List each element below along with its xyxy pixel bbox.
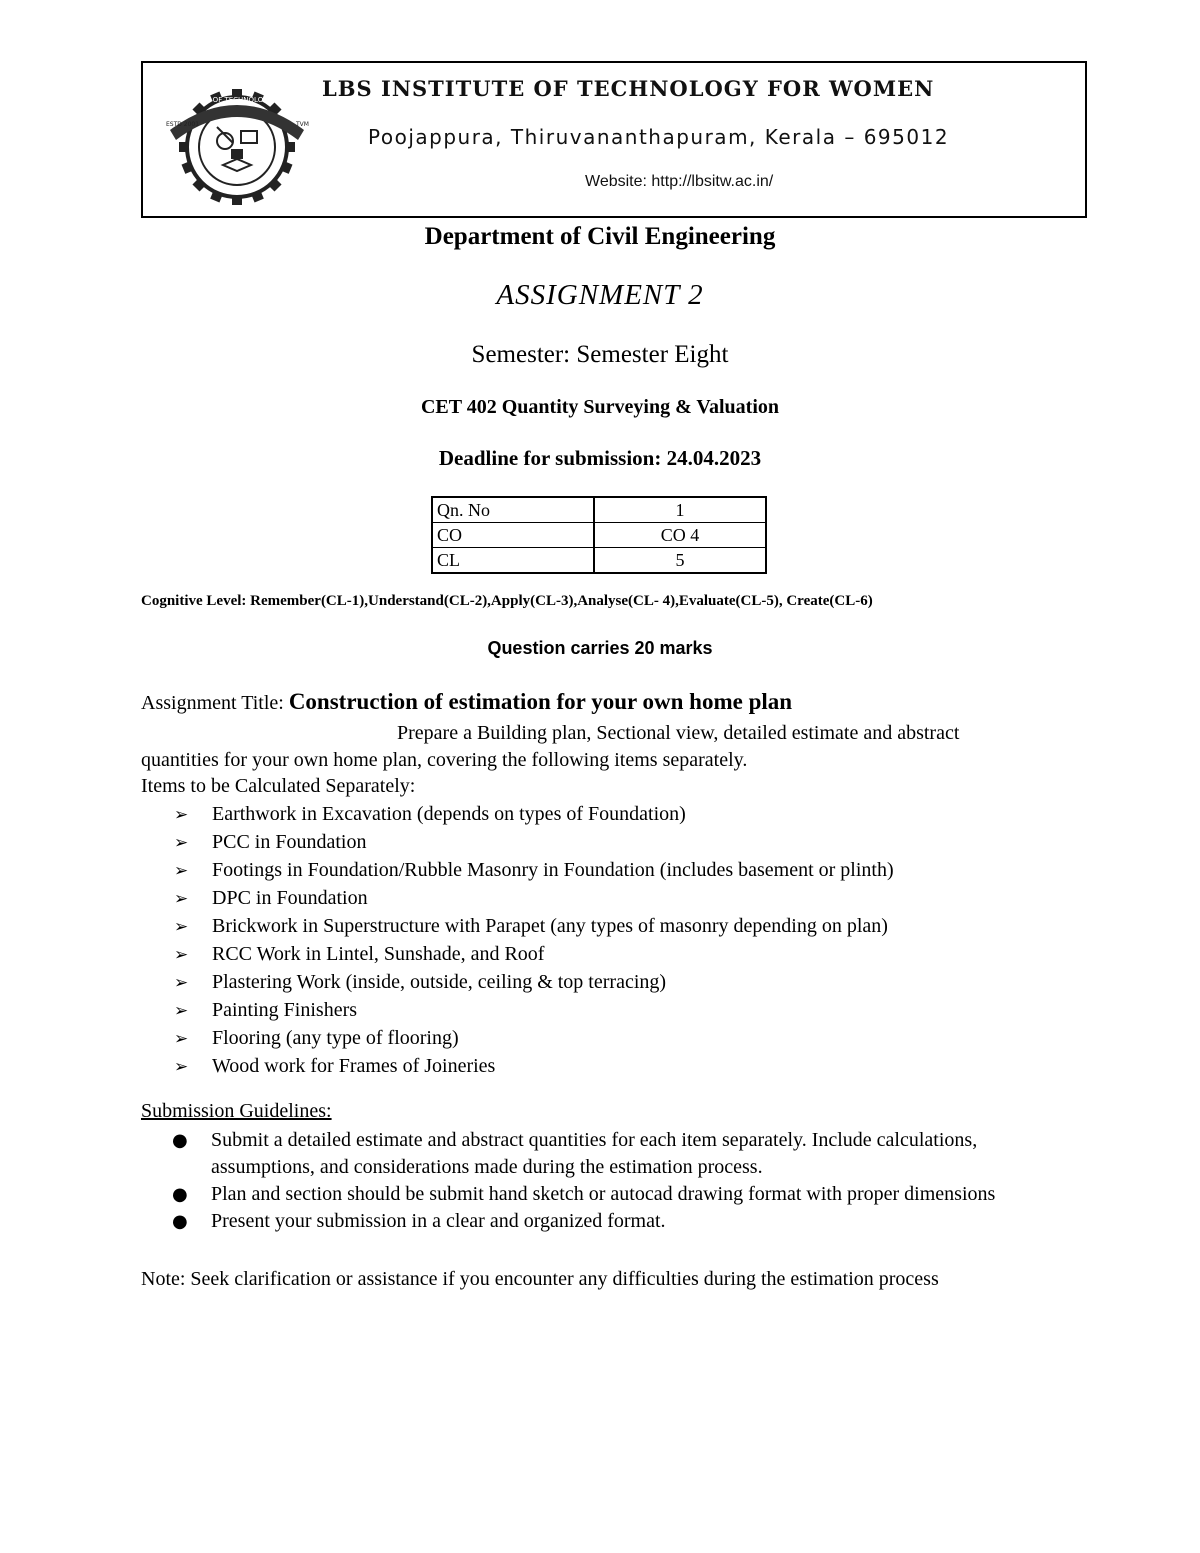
bullet-icon: ● xyxy=(172,1211,188,1232)
list-item-text: PCC in Foundation xyxy=(212,831,367,853)
arrow-bullet-icon: ➢ xyxy=(174,1029,189,1049)
course-title: CET 402 Quantity Surveying & Valuation xyxy=(420,396,780,418)
cognitive-levels: Cognitive Level: Remember(CL-1),Understand(CL-2),Apply(CL-3),Analyse(CL- 4),Evaluate(CL-5), Create(CL-6) xyxy=(141,593,873,609)
list-item xyxy=(174,1053,894,1081)
list-item-text: Plastering Work (inside, outside, ceiling & top terracing) xyxy=(212,971,667,993)
table-cell-value: CO 4 xyxy=(594,523,766,548)
arrow-bullet-icon: ➢ xyxy=(174,833,189,853)
arrow-bullet-icon: ➢ xyxy=(174,917,189,937)
intro-paragraph xyxy=(141,720,1041,774)
arrow-bullet-icon: ➢ xyxy=(174,973,189,993)
list-item-text: Wood work for Frames of Joineries xyxy=(212,1055,496,1077)
logo-right-text: TVM xyxy=(296,121,309,128)
list-item-text: Footings in Foundation/Rubble Masonry in Foundation (includes basement or plinth) xyxy=(212,859,894,881)
question-info-table xyxy=(431,496,767,574)
table-cell-key: CO xyxy=(432,523,594,548)
list-item xyxy=(172,1181,1052,1208)
institute-address: Poojappura, Thiruvananthapuram, Kerala – 695012 xyxy=(368,125,950,149)
list-item xyxy=(172,1127,1052,1181)
intro-text: Prepare a Building plan, Sectional view, detailed estimate and abstract quantities for your own home plan, covering the following items separately. xyxy=(141,722,960,771)
logo-ring-text: L B S INSTITUTE OF TECHNOLOGY FOR WOMEN xyxy=(154,96,320,104)
table-row xyxy=(432,523,766,548)
logo-left-text: ESTD 2001 xyxy=(166,121,200,128)
table-cell-value: 5 xyxy=(594,548,766,574)
list-item xyxy=(174,857,894,885)
bullet-icon: ● xyxy=(172,1184,188,1205)
institute-website: Website: http://lbsitw.ac.in/ xyxy=(585,173,774,190)
list-item-text: RCC Work in Lintel, Sunshade, and Roof xyxy=(212,943,545,965)
list-item xyxy=(174,997,894,1025)
items-list xyxy=(174,801,894,1081)
institute-name: LBS INSTITUTE OF TECHNOLOGY FOR WOMEN xyxy=(322,76,935,101)
list-item xyxy=(174,913,894,941)
list-item-text: DPC in Foundation xyxy=(212,887,368,909)
table-row xyxy=(432,548,766,574)
marks-line: Question carries 20 marks xyxy=(487,638,713,658)
guidelines-list xyxy=(172,1127,1052,1235)
list-item xyxy=(174,969,894,997)
list-item xyxy=(172,1208,1052,1235)
list-item xyxy=(174,801,894,829)
list-item-text: Earthwork in Excavation (depends on types of Foundation) xyxy=(212,803,686,825)
deadline-line: Deadline for submission: 24.04.2023 xyxy=(438,446,762,470)
bullet-icon: ● xyxy=(172,1130,188,1151)
arrow-bullet-icon: ➢ xyxy=(174,1057,189,1077)
list-item-text: Painting Finishers xyxy=(212,999,358,1021)
assignment-heading: ASSIGNMENT 2 xyxy=(496,279,704,311)
table-cell-value: 1 xyxy=(594,497,766,523)
assignment-title-value: Construction of estimation for your own home plan xyxy=(288,689,793,714)
guidelines-heading: Submission Guidelines: xyxy=(141,1100,332,1122)
arrow-bullet-icon: ➢ xyxy=(174,861,189,881)
items-heading: Items to be Calculated Separately: xyxy=(141,775,416,797)
institute-logo xyxy=(152,72,322,212)
list-item xyxy=(174,941,894,969)
arrow-bullet-icon: ➢ xyxy=(174,805,189,825)
arrow-bullet-icon: ➢ xyxy=(174,945,189,965)
table-row xyxy=(432,497,766,523)
assignment-title xyxy=(141,689,792,715)
list-item-text: Present your submission in a clear and organized format. xyxy=(211,1210,666,1232)
list-item-text: Submit a detailed estimate and abstract quantities for each item separately. Include calculations, assumptions, and considerations made during the estimation process. xyxy=(211,1129,978,1178)
arrow-bullet-icon: ➢ xyxy=(174,889,189,909)
list-item xyxy=(174,1025,894,1053)
list-item xyxy=(174,829,894,857)
list-item-text: Brickwork in Superstructure with Parapet (any types of masonry depending on plan) xyxy=(212,915,888,937)
note-paragraph: Note: Seek clarification or assistance if you encounter any difficulties during the estimation process xyxy=(141,1268,939,1290)
table-cell-key: CL xyxy=(432,548,594,574)
list-item xyxy=(174,885,894,913)
assignment-title-label: Assignment Title: xyxy=(141,692,289,714)
list-item-text: Plan and section should be submit hand sketch or autocad drawing format with proper dimensions xyxy=(211,1183,996,1205)
department-heading: Department of Civil Engineering xyxy=(424,223,776,250)
table-cell-key: Qn. No xyxy=(432,497,594,523)
semester-line: Semester: Semester Eight xyxy=(471,341,729,368)
list-item-text: Flooring (any type of flooring) xyxy=(212,1027,459,1049)
arrow-bullet-icon: ➢ xyxy=(174,1001,189,1021)
